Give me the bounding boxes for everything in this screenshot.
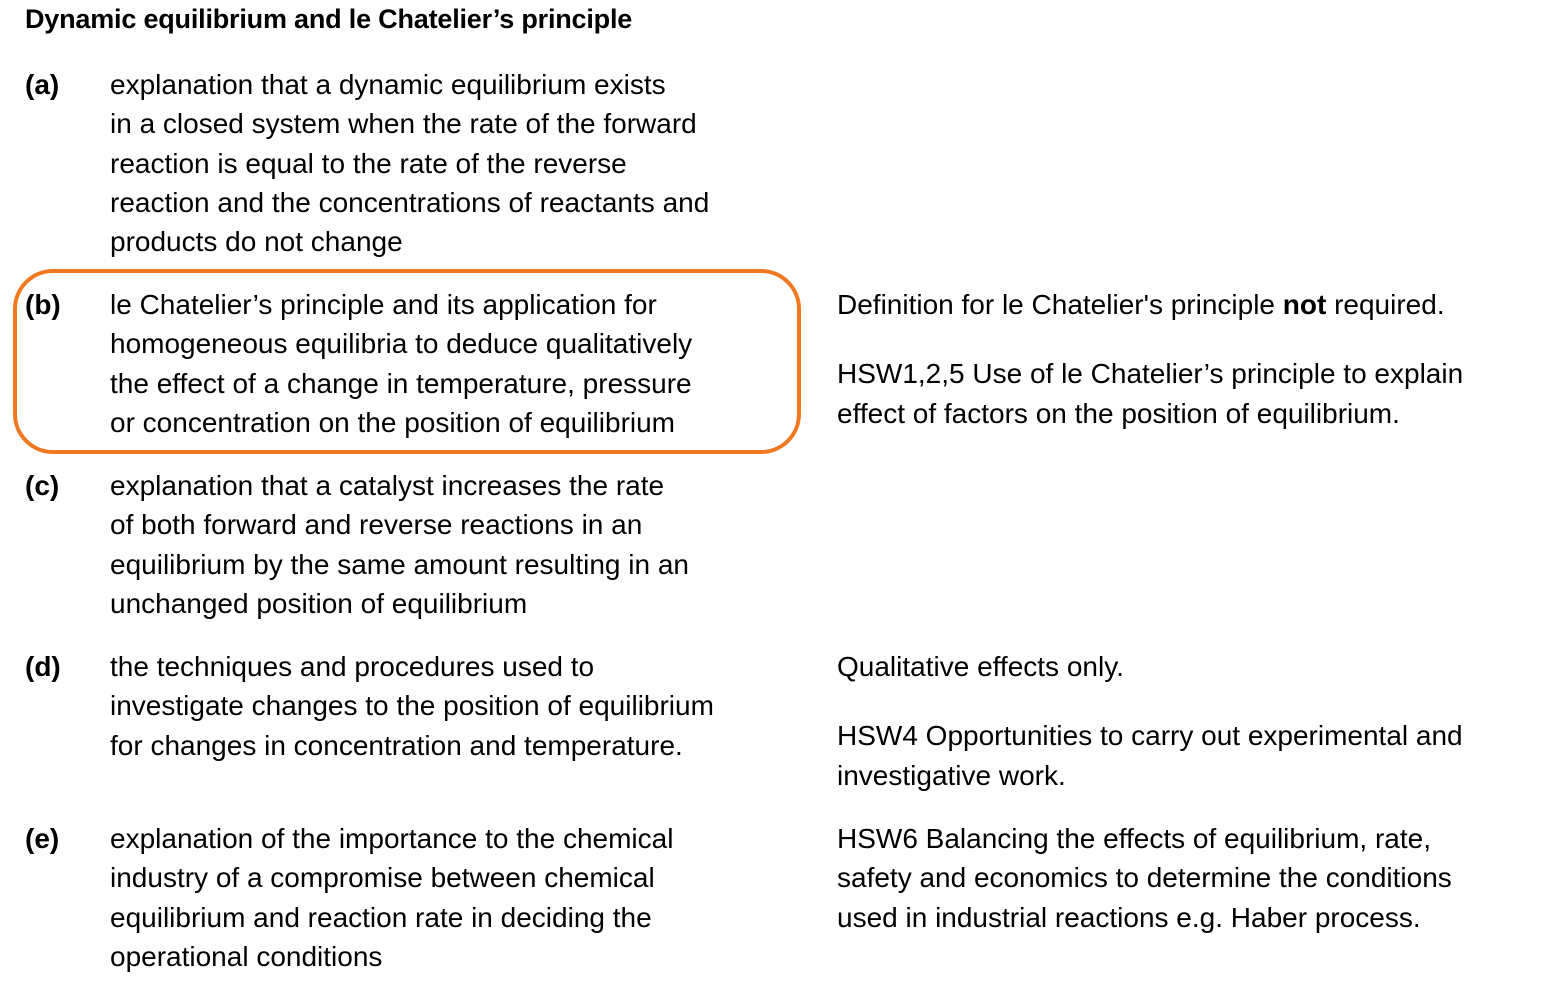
item-b-guidance-note: Definition for le Chatelier's principle not required.: [837, 289, 1445, 320]
item-c-label: (c): [25, 470, 60, 501]
item-e-text: explanation of the importance to the chemical industry of a compromise between chemical equilibrium and reaction rate in deciding the operational conditions: [110, 823, 674, 972]
item-b-guidance: [837, 285, 1537, 433]
item-b-guidance-hsw: HSW1,2,5 Use of le Chatelier’s principle to explain effect of factors on the position of equilibrium.: [837, 358, 1464, 429]
item-d-text: the techniques and procedures used to investigate changes to the position of equilibrium for changes in concentration and temperature.: [110, 651, 714, 761]
item-b-text: le Chatelier’s principle and its application for homogeneous equilibria to deduce qualitatively the effect of a change in temperature, pressure or concentration on the position of equilibrium: [110, 289, 693, 438]
item-d-guidance-hsw: HSW4 Opportunities to carry out experimental and investigative work.: [837, 720, 1463, 791]
item-e-label: (e): [25, 823, 60, 854]
emphasis-not: not: [1282, 289, 1327, 320]
item-e-guidance: [837, 819, 1537, 937]
item-d-label: (d): [25, 651, 61, 682]
item-c-text: explanation that a catalyst increases the rate of both forward and reverse reactions in an equilibrium by the same amount resulting in an unchanged position of equilibrium: [110, 470, 689, 619]
item-a-text: explanation that a dynamic equilibrium exists in a closed system when the rate of the forward reaction is equal to the rate of the reverse reaction and the concentrations of reactants and products do not change: [110, 69, 710, 258]
item-b-label: (b): [25, 289, 61, 320]
item-e-guidance-hsw: HSW6 Balancing the effects of equilibrium, rate, safety and economics to determine the conditions used in industrial reactions e.g. Haber process.: [837, 823, 1452, 933]
item-a-label: (a): [25, 69, 60, 100]
item-d-guidance: [837, 647, 1537, 795]
item-d-guidance-note: Qualitative effects only.: [837, 651, 1124, 682]
section-heading: Dynamic equilibrium and le Chatelier’s principle: [25, 4, 633, 34]
